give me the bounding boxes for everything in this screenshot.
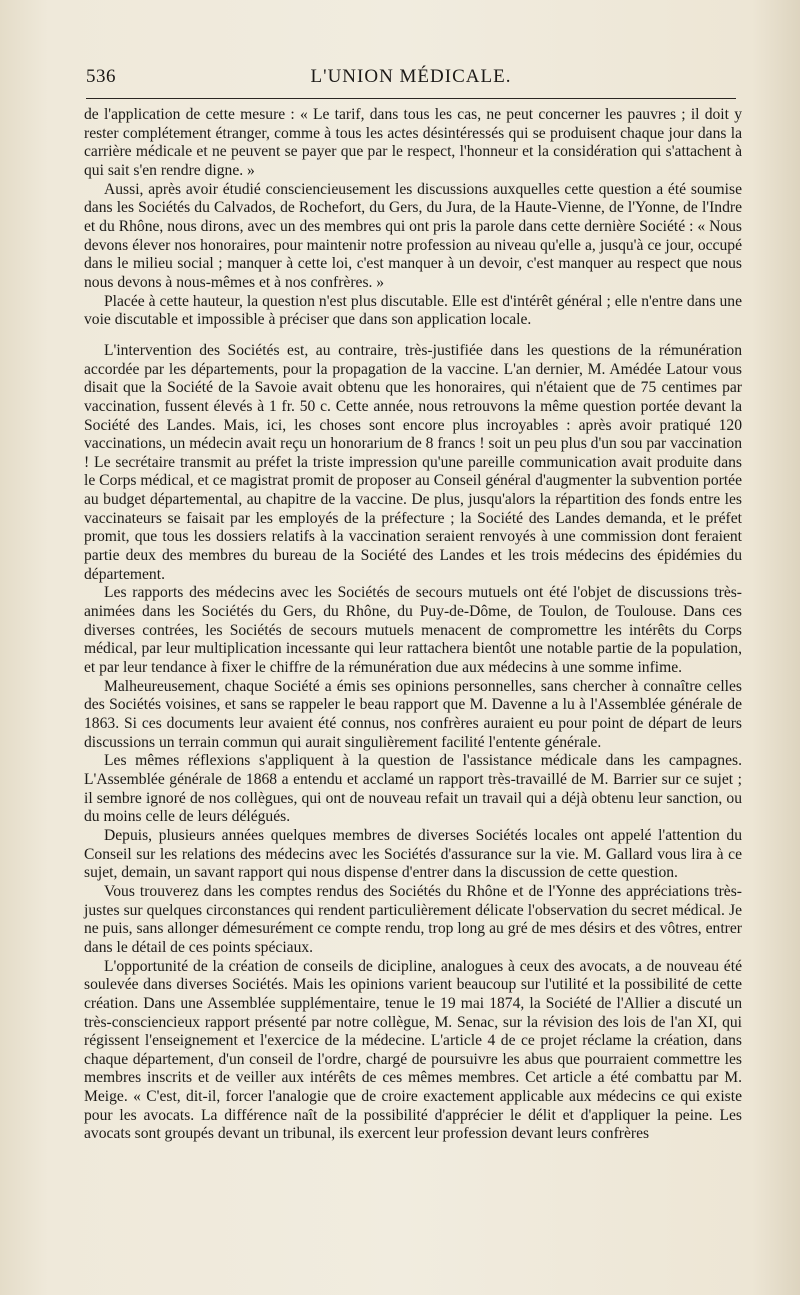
paragraph: L'intervention des Sociétés est, au contraire, très-justifiée dans les questions de la rémunération accordée par les départements, pour la propagation de la vaccine. L'an dernier, M. Amédée Latour vous disait que la Société de la Savoie avait obtenu que les honoraires, qui n'étaient que de 75 centimes par vaccination, fussent élevés à 1 fr. 50 c. Cette année, nous retrouvons la même question portée devant la Société des Landes. Mais, ici, les choses sont encore plus incroyables : après avoir pratiqué 120 vaccinations, un médecin avait reçu un honorarium de 8 francs ! soit un peu plus d'un sou par vaccination ! Le secrétaire transmit au préfet la triste impression qu'une pareille communication avait produite dans le Corps médical, et ce magistrat promit de proposer au Conseil général d'augmenter la subvention portée au budget départemental, au chapitre de la vaccine. De plus, jusqu'alors la répartition des fonds entre les vaccinateurs se faisait par les employés de la préfecture ; la Société des Landes demanda, et le préfet promit, que tous les dossiers relatifs à la vaccination seraient renvoyés à une commission dont feraient partie deux des membres du bureau de la Société des Landes et les trois médecins des épidémies du département. — [84, 341, 742, 583]
running-title: L'UNION MÉDICALE. — [310, 66, 512, 87]
paragraph: Vous trouverez dans les comptes rendus des Sociétés du Rhône et de l'Yonne des appréciations très-justes sur quelques circonstances qui rendent particulièrement délicate l'observation du secret médical. Je ne puis, sans allonger démesurément ce compte rendu, trop long au gré de mes désirs et des vôtres, entrer dans le détail de ces points spéciaux. — [84, 882, 742, 956]
header-rule — [86, 98, 736, 99]
paragraph: de l'application de cette mesure : « Le tarif, dans tous les cas, ne peut concerner les pauvres ; il doit y rester complétement étranger, comme à tous les actes désintéressés qui se produisent chaque jour dans la carrière médicale et ne peuvent se payer que par le respect, l'honneur et la considération qui s'attachent à qui sait s'en rendre digne. » — [84, 106, 742, 179]
paragraph: L'opportunité de la création de conseils de dicipline, analogues à ceux des avocats, a de nouveau été soulevée dans diverses Sociétés. Mais les opinions varient beaucoup sur l'utilité et la possibilité de cette création. Dans une Assemblée supplémentaire, tenue le 19 mai 1874, la Société de l'Allier a discuté un très-consciencieux rapport présenté par notre collègue, M. Senac, sur la révision des lois de l'an XI, qui régissent l'enseignement et l'exercice de la médecine. L'article 4 de ce projet réclame la création, dans chaque département, d'un conseil de l'ordre, chargé de poursuivre les abus que pourraient commettre les membres inscrits et de veiller aux intérêts de ces mêmes membres. Cet article a été combattu par M. Meige. « C'est, dit-il, forcer l'analogie que de croire exactement applicable aux médecins ce qui existe pour les avocats. La différence naît de la possibilité d'apprécier le délit et d'appliquer la peine. Les avocats sont groupés devant un tribunal, ils exercent leur profession devant leurs confrères — [84, 957, 742, 1143]
paragraph: Placée à cette hauteur, la question n'est plus discutable. Elle est d'intérêt général ; elle n'entre dans une voie discutable et impossible à préciser que dans son application locale. — [84, 292, 742, 329]
paragraph: Aussi, après avoir étudié consciencieusement les discussions auxquelles cette question a été soumise dans les Sociétés du Calvados, de Rochefort, du Gers, du Jura, de la Haute-Vienne, de l'Yonne, de l'Indre et du Rhône, nous dirons, avec un des membres qui ont pris la parole dans cette dernière Société : « Nous devons élever nos honoraires, pour maintenir notre profession au niveau qu'elle a, jusqu'à ce jour, occupé dans le milieu social ; manquer à cette loi, c'est manquer à un devoir, c'est manquer au respect que nous nous devons à nous-mêmes et à nos confrères. » — [84, 180, 742, 291]
paragraph: Depuis, plusieurs années quelques membres de diverses Sociétés locales ont appelé l'attention du Conseil sur les relations des médecins avec les Sociétés d'assurance sur la vie. M. Gallard vous lira à ce sujet, demain, un savant rapport qui nous dispense d'entrer dans la discussion de cette question. — [84, 826, 742, 882]
paragraph: Malheureusement, chaque Société a émis ses opinions personnelles, sans chercher à connaître celles des Sociétés voisines, et sans se rappeler le beau rapport que M. Davenne a lu à l'Assemblée générale de 1863. Si ces documents leur avaient été connus, nos confrères auraient eu pour point de départ de leurs discussions un terrain commun qui aurait singulièrement facilité l'entente générale. — [84, 677, 742, 751]
page-number: 536 — [86, 66, 116, 87]
paragraph: Les mêmes réflexions s'appliquent à la question de l'assistance médicale dans les campagnes. L'Assemblée générale de 1868 a entendu et acclamé un rapport très-travaillé de M. Barrier sur ce sujet ; il sembre ignoré de nos collègues, qui ont de nouveau refait un travail qui a déjà obtenu leur sanction, ou du moins celle de leurs délégués. — [84, 752, 742, 826]
article-body — [84, 106, 742, 1144]
paragraph: Les rapports des médecins avec les Sociétés de secours mutuels ont été l'objet de discussions très-animées dans les Sociétés du Gers, du Rhône, du Puy-de-Dôme, de Toulon, de Toulouse. Dans ces diverses contrées, les Sociétés de secours mutuels menacent de compromettre les intérêts du Corps médical, par leur multiplication incessante qui leur rattachera bientôt une notable partie de la population, et par leur tendance à fixer le chiffre de la rémunération due aux médecins à une somme infime. — [84, 584, 742, 677]
page-header — [86, 62, 736, 94]
